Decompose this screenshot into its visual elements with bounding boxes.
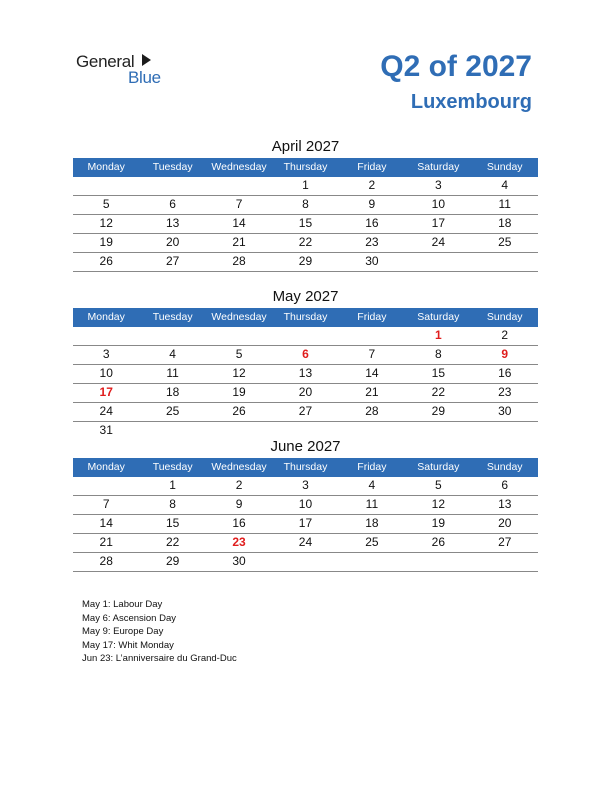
day-cell: 1 xyxy=(302,178,309,192)
week-row xyxy=(73,515,538,534)
day-cell: 2 xyxy=(368,178,376,192)
day-cell: 5 xyxy=(434,478,442,492)
day-cell: 21 xyxy=(365,385,379,399)
week-row xyxy=(73,403,538,422)
day-cell: 30 xyxy=(365,254,379,268)
day-cell: 11 xyxy=(498,197,511,211)
day-cell: 14 xyxy=(99,516,113,530)
holiday-day-cell: 6 xyxy=(302,347,309,361)
day-cell: 27 xyxy=(298,404,313,418)
month-title: June 2027 xyxy=(270,438,341,455)
weekday-label: Saturday xyxy=(417,161,460,173)
day-cell: 7 xyxy=(235,197,243,211)
holiday-day-cell: 23 xyxy=(232,535,246,549)
day-cell: 2 xyxy=(501,328,509,342)
day-cell: 14 xyxy=(232,216,246,230)
day-cell xyxy=(73,327,139,345)
day-cell: 16 xyxy=(232,516,246,530)
day-cell: 26 xyxy=(431,535,445,549)
day-cell: 13 xyxy=(165,216,180,230)
holiday-note: May 6: Ascension Day xyxy=(82,612,176,624)
holiday-notes xyxy=(82,598,237,666)
day-cell: 26 xyxy=(232,404,246,418)
day-cell: 7 xyxy=(102,497,110,511)
day-cell: 28 xyxy=(232,254,246,268)
day-cell: 9 xyxy=(235,497,243,511)
logo-blue-text: Blue xyxy=(128,68,161,87)
page-title: Q2 of 2027 xyxy=(380,50,532,83)
week-row xyxy=(73,327,538,346)
day-cell: 22 xyxy=(298,235,313,249)
day-cell: 27 xyxy=(165,254,180,268)
day-cell: 18 xyxy=(165,385,180,399)
day-cell: 24 xyxy=(99,404,113,418)
week-row xyxy=(73,234,538,253)
weekday-label: Friday xyxy=(357,161,387,173)
day-cell: 19 xyxy=(99,235,113,249)
day-cell: 6 xyxy=(169,197,176,211)
weekday-label: Thursday xyxy=(283,311,328,323)
weekday-label: Sunday xyxy=(486,311,523,323)
day-cell: 23 xyxy=(498,385,512,399)
day-cell: 16 xyxy=(365,216,379,230)
weekday-label: Wednesday xyxy=(211,461,267,473)
weekday-label: Thursday xyxy=(283,161,328,173)
day-cell: 30 xyxy=(232,554,246,568)
day-cell xyxy=(206,327,272,345)
holiday-day-cell: 17 xyxy=(99,385,113,399)
day-cell: 15 xyxy=(431,366,445,380)
day-cell: 4 xyxy=(501,178,509,192)
holiday-day-cell: 9 xyxy=(501,347,509,361)
day-cell: 8 xyxy=(169,497,176,511)
day-cell xyxy=(339,553,405,571)
day-cell: 1 xyxy=(169,478,176,492)
weekday-label: Wednesday xyxy=(211,161,267,173)
day-cell: 27 xyxy=(498,535,512,549)
day-cell: 29 xyxy=(298,254,313,268)
day-cell xyxy=(405,253,471,271)
day-cell: 12 xyxy=(431,497,445,511)
weekday-label: Friday xyxy=(357,311,387,323)
week-row xyxy=(73,496,538,515)
weekday-label: Tuesday xyxy=(152,161,193,173)
day-cell: 5 xyxy=(235,347,243,361)
day-cell: 15 xyxy=(298,216,313,230)
day-cell xyxy=(272,553,338,571)
holiday-note: May 17: Whit Monday xyxy=(82,639,174,651)
week-row xyxy=(73,196,538,215)
day-cell xyxy=(73,177,139,195)
day-cell: 21 xyxy=(232,235,246,249)
day-cell xyxy=(339,327,405,345)
day-cell: 21 xyxy=(99,535,113,549)
day-cell: 11 xyxy=(166,366,179,380)
day-cell: 15 xyxy=(165,516,180,530)
month-title: May 2027 xyxy=(272,288,339,305)
page-subtitle: Luxembourg xyxy=(410,91,532,113)
day-cell: 12 xyxy=(99,216,113,230)
day-cell: 31 xyxy=(99,423,113,437)
week-row xyxy=(73,253,538,272)
day-cell xyxy=(405,553,471,571)
day-cell: 24 xyxy=(431,235,445,249)
day-cell: 4 xyxy=(169,347,176,361)
month-june xyxy=(73,436,538,572)
day-cell xyxy=(139,177,205,195)
week-row xyxy=(73,365,538,384)
day-cell: 10 xyxy=(99,366,113,380)
day-cell: 19 xyxy=(232,385,246,399)
weekday-header xyxy=(73,308,538,327)
day-cell: 18 xyxy=(365,516,379,530)
logo-general-text: General xyxy=(76,52,135,71)
day-cell: 3 xyxy=(102,347,110,361)
weekday-label: Saturday xyxy=(417,461,460,473)
day-cell: 12 xyxy=(232,366,246,380)
weekday-label: Monday xyxy=(87,461,125,473)
week-row xyxy=(73,553,538,572)
day-cell: 3 xyxy=(302,478,309,492)
day-cell: 8 xyxy=(302,197,309,211)
day-cell: 18 xyxy=(498,216,512,230)
day-cell: 16 xyxy=(498,366,512,380)
day-cell: 10 xyxy=(431,197,445,211)
weekday-label: Sunday xyxy=(486,161,523,173)
day-cell: 2 xyxy=(235,478,243,492)
day-cell: 20 xyxy=(498,516,512,530)
day-cell: 4 xyxy=(368,478,376,492)
day-cell: 28 xyxy=(365,404,379,418)
weekday-label: Tuesday xyxy=(152,461,193,473)
holiday-day-cell: 1 xyxy=(434,328,442,342)
holiday-note: May 1: Labour Day xyxy=(82,599,163,610)
month-april xyxy=(73,136,538,272)
day-cell: 13 xyxy=(298,366,313,380)
weekday-label: Saturday xyxy=(417,311,460,323)
weekday-label: Wednesday xyxy=(211,311,267,323)
day-cell: 13 xyxy=(498,497,512,511)
logo-flag-icon xyxy=(142,54,151,66)
week-row xyxy=(73,215,538,234)
day-cell: 22 xyxy=(165,535,180,549)
weekday-label: Monday xyxy=(87,311,125,323)
day-cell: 11 xyxy=(365,497,379,511)
holiday-note: May 9: Europe Day xyxy=(82,626,164,637)
day-cell: 28 xyxy=(99,554,113,568)
day-cell: 6 xyxy=(501,478,509,492)
day-cell xyxy=(272,327,338,345)
day-cell: 3 xyxy=(434,178,442,192)
day-cell: 25 xyxy=(365,535,379,549)
day-cell: 17 xyxy=(431,216,445,230)
week-row xyxy=(73,477,538,496)
day-cell xyxy=(73,477,139,495)
day-cell: 29 xyxy=(431,404,445,418)
weekday-header xyxy=(73,158,538,177)
day-cell: 23 xyxy=(365,235,379,249)
day-cell: 17 xyxy=(298,516,313,530)
day-cell: 29 xyxy=(165,554,180,568)
weekday-label: Friday xyxy=(357,461,387,473)
weekday-label: Sunday xyxy=(486,461,523,473)
day-cell xyxy=(139,327,205,345)
weekday-header xyxy=(73,458,538,477)
day-cell: 19 xyxy=(431,516,445,530)
day-cell: 7 xyxy=(368,347,376,361)
day-cell: 30 xyxy=(498,404,512,418)
day-cell: 25 xyxy=(165,404,180,418)
holiday-note: Jun 23: L’anniversaire du Grand-Duc xyxy=(82,653,237,664)
weekday-label: Thursday xyxy=(283,461,328,473)
week-row xyxy=(73,534,538,553)
day-cell xyxy=(472,553,538,571)
weekday-label: Monday xyxy=(87,161,125,173)
week-row xyxy=(73,384,538,403)
day-cell: 20 xyxy=(298,385,313,399)
day-cell: 5 xyxy=(102,197,110,211)
day-cell: 24 xyxy=(298,535,313,549)
day-cell: 14 xyxy=(365,366,379,380)
weekday-label: Tuesday xyxy=(152,311,193,323)
day-cell: 9 xyxy=(368,197,376,211)
day-cell: 25 xyxy=(498,235,512,249)
day-cell: 22 xyxy=(431,385,445,399)
day-cell: 26 xyxy=(99,254,113,268)
logo xyxy=(76,52,176,88)
day-cell: 10 xyxy=(298,497,313,511)
day-cell xyxy=(472,253,538,271)
week-row xyxy=(73,346,538,365)
week-row xyxy=(73,177,538,196)
day-cell: 8 xyxy=(434,347,442,361)
month-title: April 2027 xyxy=(271,138,340,155)
month-may xyxy=(73,286,538,440)
day-cell xyxy=(206,177,272,195)
day-cell: 20 xyxy=(165,235,180,249)
